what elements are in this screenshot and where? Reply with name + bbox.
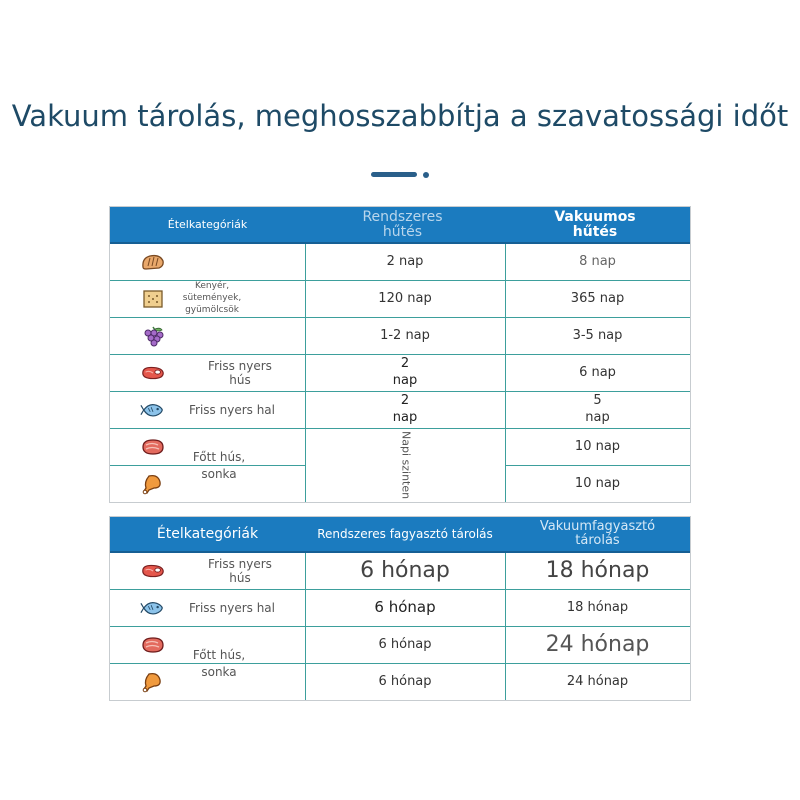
table-row	[110, 590, 690, 627]
cooked-meat-icon	[140, 634, 166, 656]
vacuum-value: 24 hónap	[566, 673, 629, 689]
header-regular-freezer: Rendszeres fagyasztó tárolás	[317, 526, 493, 541]
header-category: Ételkategóriák	[167, 217, 248, 231]
header-vacuum-freezer: Vakuumfagyasztó tárolás	[539, 519, 656, 548]
table-row	[110, 664, 690, 700]
regular-value: 2 nap	[392, 356, 418, 388]
table-row	[110, 355, 690, 392]
table-row	[110, 244, 690, 281]
refrigeration-table	[109, 206, 691, 503]
vacuum-value: 18 hónap	[566, 599, 629, 615]
table-row	[110, 318, 690, 355]
regular-value: 120 nap	[378, 290, 432, 306]
category-label: Friss nyers hús	[208, 358, 272, 387]
title-accent-dot	[423, 172, 429, 178]
cracker-icon	[140, 288, 166, 310]
regular-value: 6 hónap	[378, 636, 432, 652]
table-row	[110, 553, 690, 590]
drumstick-icon	[140, 671, 166, 693]
regular-value: 1-2 nap	[380, 327, 430, 343]
table-header	[110, 207, 690, 244]
raw-meat-icon	[140, 362, 166, 384]
category-label: Friss nyers hús	[208, 556, 272, 585]
table-header	[110, 517, 690, 553]
vacuum-value: 8 nap	[579, 253, 616, 269]
regular-value: 6 hónap	[374, 598, 436, 617]
category-label: Friss nyers hal	[189, 601, 275, 615]
category-label: Kenyér, sütemények, gyümölcsök	[182, 281, 242, 315]
freezer-table	[109, 516, 691, 701]
raw-meat-icon	[140, 560, 166, 582]
regular-value: 2 nap	[386, 253, 424, 269]
vacuum-value: 10 nap	[574, 475, 621, 491]
vacuum-value: 10 nap	[574, 438, 621, 454]
merged-note-cell	[305, 429, 505, 502]
regular-value: 6 hónap	[360, 558, 450, 584]
header-vacuum-cooling: Vakuumos hűtés	[554, 208, 636, 240]
cooked-meat-icon	[140, 436, 166, 458]
grapes-icon	[140, 325, 166, 347]
merged-rows	[110, 429, 690, 502]
category-label: Főtt hús, sonka	[192, 449, 246, 481]
fish-icon	[140, 399, 166, 421]
vacuum-value: 365 nap	[570, 290, 625, 306]
vacuum-value: 5 nap	[585, 393, 610, 425]
bread-icon	[140, 251, 166, 273]
header-regular-cooling: Rendszeres hűtés	[362, 208, 443, 240]
title-accent-bar	[371, 172, 417, 177]
merged-note: Napi szinten	[399, 431, 413, 500]
vacuum-value: 6 nap	[579, 364, 616, 380]
page-title: Vakuum tárolás, meghosszabbítja a szavatossági időt	[11, 99, 789, 133]
regular-value: 2 nap	[392, 393, 418, 425]
vacuum-value: 18 hónap	[545, 558, 650, 584]
vacuum-value: 24 hónap	[545, 632, 650, 658]
table-row	[110, 627, 690, 679]
drumstick-icon	[140, 473, 166, 495]
regular-value: 6 hónap	[378, 673, 432, 689]
fish-icon	[140, 597, 166, 619]
table-row	[110, 392, 690, 429]
vacuum-value: 3-5 nap	[572, 327, 623, 343]
category-label: Friss nyers hal	[189, 403, 275, 417]
category-label: Főtt hús, sonka	[192, 647, 246, 679]
header-category: Ételkategóriák	[156, 525, 259, 542]
table-row	[110, 281, 690, 318]
